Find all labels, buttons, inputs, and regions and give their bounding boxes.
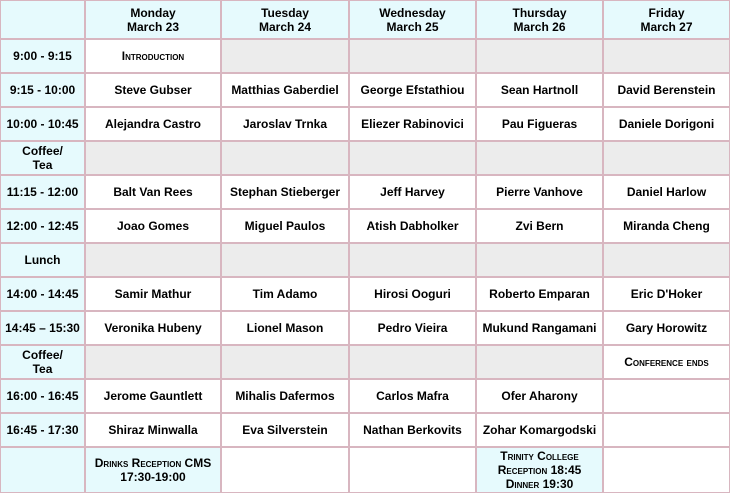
cell-text: Alejandra Castro xyxy=(104,117,202,131)
cell-text: Miguel Paulos xyxy=(244,219,326,233)
time-slot xyxy=(0,39,85,73)
empty-slot xyxy=(221,39,349,73)
day-date: March 23 xyxy=(126,19,180,34)
talk-slot xyxy=(349,277,476,311)
day-header-thursday xyxy=(476,0,603,39)
empty-slot xyxy=(476,141,603,175)
cell-text: Miranda Cheng xyxy=(623,219,710,233)
day-header-text xyxy=(512,6,566,34)
day-header-text xyxy=(127,6,179,34)
talk-slot xyxy=(349,413,476,447)
talk-slot xyxy=(221,277,349,311)
empty-slot xyxy=(349,345,476,379)
talk-slot xyxy=(85,379,221,413)
talk-slot xyxy=(221,311,349,345)
cell-text: 14:45 – 15:30 xyxy=(5,321,80,335)
cell-text: Roberto Emparan xyxy=(489,287,590,301)
talk-slot xyxy=(85,277,221,311)
talk-slot xyxy=(476,175,603,209)
talk-slot xyxy=(349,379,476,413)
cell-text: Sean Hartnoll xyxy=(500,83,579,97)
talk-slot xyxy=(221,107,349,141)
cell-text: Carlos Mafra xyxy=(376,389,449,403)
cell-text: Daniel Harlow xyxy=(626,185,707,199)
cell-text: 11:15 - 12:00 xyxy=(6,185,79,199)
cell-text: 14:00 - 14:45 xyxy=(6,287,79,301)
time-slot xyxy=(0,311,85,345)
talk-slot xyxy=(221,379,349,413)
talk-slot xyxy=(85,413,221,447)
day-header-friday xyxy=(603,0,730,39)
empty-slot xyxy=(221,345,349,379)
cell-text: Zvi Bern xyxy=(515,219,564,233)
cell-text: Coffee/ Tea xyxy=(22,348,63,376)
header-corner xyxy=(0,0,85,39)
empty-slot xyxy=(603,379,730,413)
empty-slot xyxy=(476,243,603,277)
talk-slot xyxy=(603,311,730,345)
empty-slot xyxy=(349,243,476,277)
cell-text: 9:00 - 9:15 xyxy=(13,49,72,63)
cell-text: Conference ends xyxy=(624,355,709,369)
day-header-text xyxy=(379,6,445,34)
cell-text: Coffee/ Tea xyxy=(22,144,63,172)
time-slot xyxy=(0,447,85,493)
empty-slot xyxy=(85,345,221,379)
cell-text: Mihalis Dafermos xyxy=(235,389,335,403)
empty-slot xyxy=(603,141,730,175)
talk-slot xyxy=(349,107,476,141)
cell-text: Ofer Aharony xyxy=(501,389,578,403)
empty-slot xyxy=(349,141,476,175)
talk-slot xyxy=(85,39,221,73)
cell-text: 12:00 - 12:45 xyxy=(6,219,79,233)
empty-slot xyxy=(349,447,476,493)
cell-text: Eva Silverstein xyxy=(242,423,328,437)
time-slot xyxy=(0,277,85,311)
day-name: Monday xyxy=(130,5,176,20)
talk-slot xyxy=(603,175,730,209)
talk-slot xyxy=(85,311,221,345)
cell-text: Eliezer Rabinovici xyxy=(361,117,464,131)
talk-slot xyxy=(476,413,603,447)
day-date: March 24 xyxy=(258,19,312,34)
time-slot xyxy=(0,379,85,413)
talk-slot xyxy=(349,209,476,243)
day-name: Friday xyxy=(648,5,685,20)
talk-slot xyxy=(349,311,476,345)
time-slot xyxy=(0,141,85,175)
talk-slot xyxy=(476,447,603,493)
cell-text: Matthias Gaberdiel xyxy=(231,83,339,97)
empty-slot xyxy=(603,243,730,277)
day-name: Tuesday xyxy=(261,5,309,20)
cell-text: Introduction xyxy=(121,49,185,63)
talk-slot xyxy=(221,209,349,243)
day-header-tuesday xyxy=(221,0,349,39)
talk-slot xyxy=(349,175,476,209)
cell-text: Pau Figueras xyxy=(501,117,578,131)
cell-text: Lunch xyxy=(24,253,61,267)
cell-text: Jeff Harvey xyxy=(380,185,445,199)
talk-slot xyxy=(85,209,221,243)
empty-slot xyxy=(221,243,349,277)
cell-text: Gary Horowitz xyxy=(625,321,708,335)
cell-text: Jaroslav Trnka xyxy=(242,117,328,131)
talk-slot xyxy=(603,345,730,379)
talk-slot xyxy=(85,447,221,493)
talk-slot xyxy=(476,73,603,107)
cell-text: Atish Dabholker xyxy=(366,219,459,233)
cell-text: 16:45 - 17:30 xyxy=(6,423,79,437)
time-slot xyxy=(0,243,85,277)
empty-slot xyxy=(85,141,221,175)
cell-text: Stephan Stieberger xyxy=(229,185,341,199)
cell-text: Hirosi Ooguri xyxy=(374,287,451,301)
day-header-text xyxy=(259,6,311,34)
cell-text: 10:00 - 10:45 xyxy=(6,117,79,131)
cell-text: Mukund Rangamani xyxy=(482,321,597,335)
empty-slot xyxy=(476,39,603,73)
cell-text: Pierre Vanhove xyxy=(496,185,583,199)
talk-slot xyxy=(85,73,221,107)
day-header-text xyxy=(640,6,692,34)
day-date: March 26 xyxy=(513,19,566,34)
time-slot xyxy=(0,345,85,379)
talk-slot xyxy=(349,73,476,107)
talk-slot xyxy=(603,209,730,243)
time-slot xyxy=(0,413,85,447)
cell-text: Samir Mathur xyxy=(114,287,192,301)
talk-slot xyxy=(476,379,603,413)
cell-text: Trinity College Reception 18:45 Dinner 19:30 xyxy=(497,449,582,491)
cell-text: George Efstathiou xyxy=(360,83,465,97)
talk-slot xyxy=(603,107,730,141)
day-date: March 27 xyxy=(640,19,693,34)
cell-text: Lionel Mason xyxy=(246,321,324,335)
cell-text: Pedro Vieira xyxy=(377,321,448,335)
cell-text: Steve Gubser xyxy=(114,83,192,97)
empty-slot xyxy=(349,39,476,73)
cell-text: Joao Gomes xyxy=(116,219,190,233)
cell-text: Balt Van Rees xyxy=(113,185,193,199)
time-slot xyxy=(0,73,85,107)
empty-slot xyxy=(603,413,730,447)
time-slot xyxy=(0,107,85,141)
cell-text: Tim Adamo xyxy=(252,287,318,301)
day-header-wednesday xyxy=(349,0,476,39)
time-slot xyxy=(0,209,85,243)
talk-slot xyxy=(476,107,603,141)
cell-text: Drinks Reception CMS 17:30-19:00 xyxy=(94,456,212,484)
talk-slot xyxy=(221,175,349,209)
empty-slot xyxy=(603,447,730,493)
empty-slot xyxy=(603,39,730,73)
talk-slot xyxy=(85,175,221,209)
day-header-monday xyxy=(85,0,221,39)
talk-slot xyxy=(85,107,221,141)
cell-text: Daniele Dorigoni xyxy=(618,117,715,131)
cell-text: David Berenstein xyxy=(617,83,716,97)
cell-text: Eric D'Hoker xyxy=(630,287,703,301)
cell-text: Shiraz Minwalla xyxy=(108,423,198,437)
cell-text: 9:15 - 10:00 xyxy=(9,83,76,97)
talk-slot xyxy=(603,73,730,107)
empty-slot xyxy=(221,447,349,493)
time-slot xyxy=(0,175,85,209)
empty-slot xyxy=(85,243,221,277)
day-date: March 25 xyxy=(386,19,439,34)
talk-slot xyxy=(476,209,603,243)
empty-slot xyxy=(221,141,349,175)
cell-text: 16:00 - 16:45 xyxy=(6,389,79,403)
cell-text: Nathan Berkovits xyxy=(363,423,462,437)
empty-slot xyxy=(476,345,603,379)
talk-slot xyxy=(221,73,349,107)
talk-slot xyxy=(603,277,730,311)
day-name: Thursday xyxy=(512,5,567,20)
day-name: Wednesday xyxy=(379,5,446,20)
talk-slot xyxy=(476,277,603,311)
cell-text: Veronika Hubeny xyxy=(104,321,202,335)
cell-text: Zohar Komargodski xyxy=(482,423,597,437)
cell-text: Jerome Gauntlett xyxy=(103,389,203,403)
talk-slot xyxy=(476,311,603,345)
talk-slot xyxy=(221,413,349,447)
